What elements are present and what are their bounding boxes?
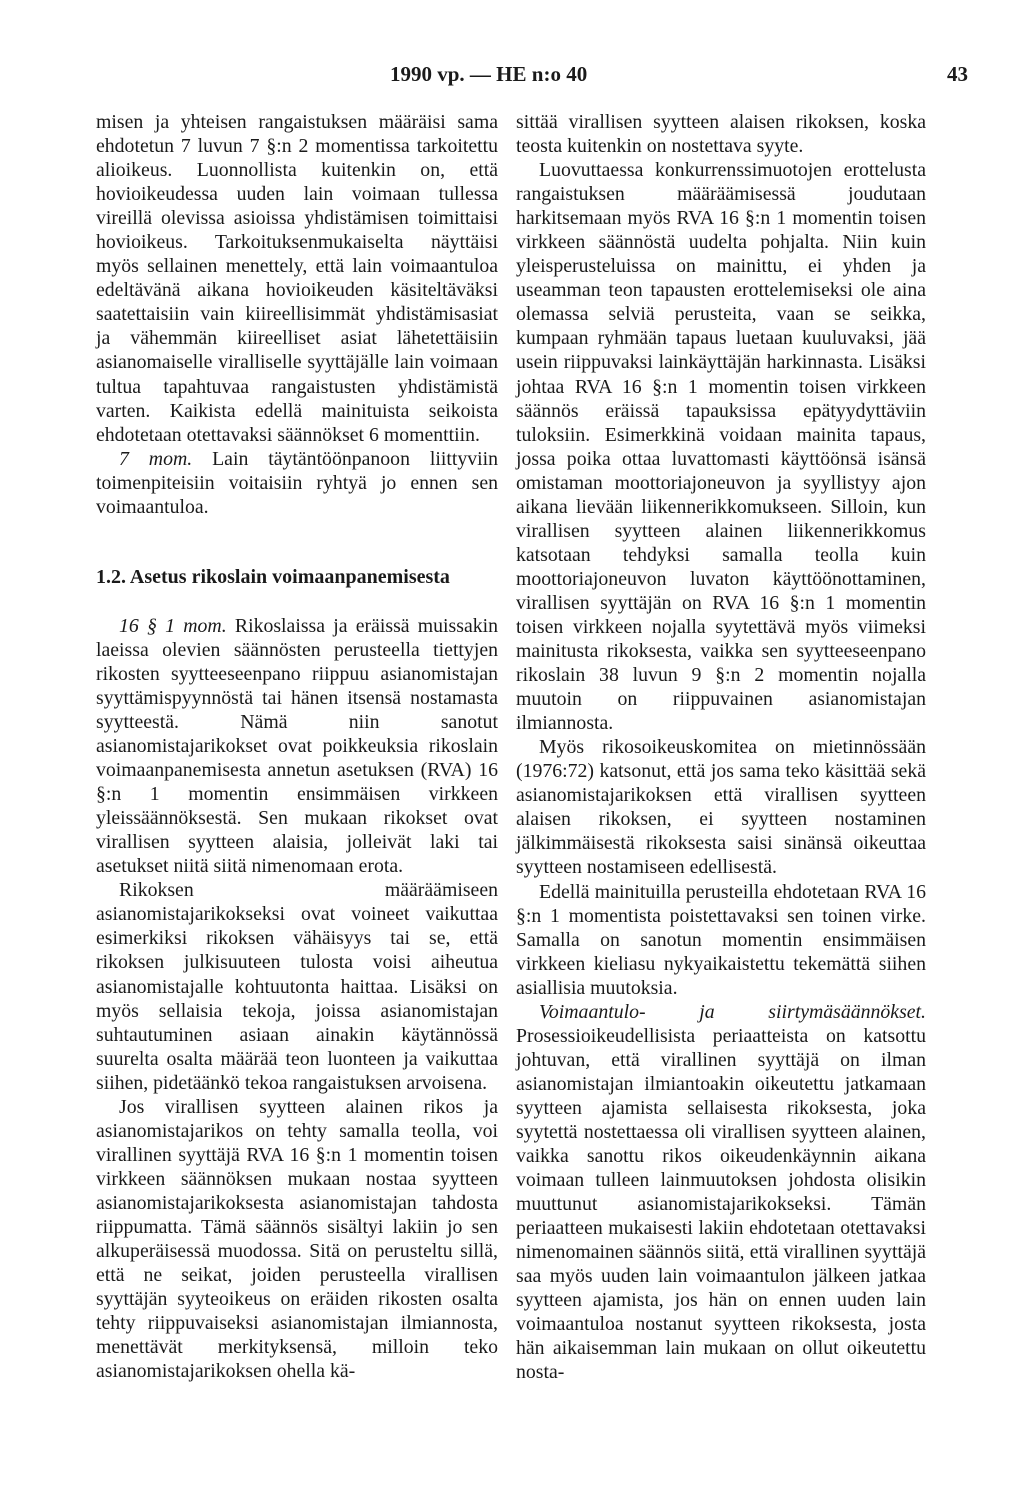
section-heading: 1.2. Asetus rikoslain voimaanpanemisesta	[96, 565, 450, 588]
running-title: 1990 vp. — HE n:o 40	[390, 62, 588, 86]
left-column	[96, 110, 498, 1383]
paragraph: Myös rikosoikeuskomitea on mietinnössään (1976:72) katsonut, että jos sama teko käsittää sekä asianomistajarikoksen että virallisen syytteen alaisen rikoksen, ei syytteen nostaminen jälkimmäisestä rikoksesta saisi sinänsä oikeuttaa syytteen nostamiseen edellisestä.	[516, 736, 926, 879]
right-column	[516, 110, 926, 1384]
paragraph: 16 § 1 mom. Rikoslaissa ja eräissä muissakin laeissa olevien säännösten perusteella tiettyjen rikosten syytteeseenpano riippuu asianomistajan syyttämispyynnöstä tai hänen itsensä nostamasta syytteestä. Nämä niin sanotut asianomistajarikokset ovat poikkeuksia rikoslain voimaanpanemisesta annetun asetuksen (RVA) 16 §:n 1 momentin ensimmäisen virkkeen yleissäännöksestä. Sen mukaan rikokset ovat virallisen syytteen alaisia, jolleivät laki tai asetukset niitä siitä nimenomaan erota.	[96, 614, 498, 878]
paragraph: Voimaantulo- ja siirtymäsäännökset. Prosessioikeudellisista periaatteista on katsottu johtuvan, että virallinen syyttäjä on ilman asianomistajan ilmiantoakin oikeutettu jatkamaan syytteen ajamista sellaisesta rikoksesta, joka syytettä nostettaessa oli virallisen syytteen alainen, vaikka sanottu rikos oikeudenkäynnin aikana voimaan tulleen lainmuutoksen johdosta olisikin muuttunut asianomistajarikokseksi. Tämän periaatteen mukaisesti lakiin ehdotetaan otettavaksi nimenomainen säännös siitä, että virallinen syyttäjä saa myös uuden lain voimaantulon jälkeen jatkaa syytteen ajamista, jos hän on ennen uuden lain voimaantuloa nostanut syytteen rikoksesta, josta hän aikaisemman lain mukaan on ollut oikeutettu nosta-	[516, 1000, 926, 1384]
page-header	[0, 62, 1024, 92]
paragraph: Edellä mainituilla perusteilla ehdotetaan RVA 16 §:n 1 momentista poistettavaksi sen toinen virke. Samalla on sanotun momentin ensimmäisen virkkeen kieliasu nykyaikaistettu tekemättä siihen asiallisia muutoksia.	[516, 880, 926, 999]
section-label: 16 § 1 mom.	[119, 614, 227, 637]
subsection-label: Voimaantulo- ja siirtymäsäännökset.	[539, 1000, 926, 1023]
paragraph: Jos virallisen syytteen alainen rikos ja asianomistajarikos on tehty samalla teolla, voi virallinen syyttäjä RVA 16 §:n 1 momentin toisen virkkeen säännöksen mukaan nostaa syytteen asianomistajarikoksesta asianomistajan tahdosta riippumatta. Tämä säännös sisältyi lakiin jo sen alkuperäisessä muodossa. Sitä on perusteltu sillä, että ne seikat, joiden perusteella virallisen syyttäjän syyteoikeus on eräiden rikosten osalta tehty riippuvaiseksi asianomistajan ilmiannosta, menettävät merkityksensä, milloin teko asianomistajarikoksen ohella kä-	[96, 1095, 498, 1383]
page-number: 43	[947, 62, 968, 86]
paragraph: Luovuttaessa konkurrenssimuotojen erottelusta rangaistuksen määräämisessä joudutaan harkitsemaan myös RVA 16 §:n 1 momentin toisen virkkeen säännöstä uudelta pohjalta. Niin kuin yleisperusteluissa on mainittu, ei yhden ja useamman teon tapausten erottelemiseksi ole aina olemassa selviä perusteita, vaan se seikka, kumpaan ryhmään tapaus luetaan kuuluvaksi, jää usein riippuvaksi lainkäyttäjän harkinnasta. Lisäksi johtaa RVA 16 §:n 1 momentin toisen virkkeen säännös eräissä tapauksissa epätyydyttäviin tuloksiin. Esimerkkinä voidaan mainita tapaus, jossa poika ottaa luvattomasti käyttöönsä isänsä omistaman moottoriajoneuvon ja syyllistyy ajon aikana lievään liikennerikkomukseen. Silloin, kun virallisen syytteen alainen liikennerikkomus katsotaan tehdyksi samalla teolla kuin moottoriajoneuvon luvaton käyttöönottaminen, virallisen syyttäjän on RVA 16 §:n 1 momentin toisen virkkeen nojalla syytettävä myös viimeksi mainitusta rikoksesta, vaikka sen syytteeseenpano rikoslain 38 luvun 9 §:n 2 momentin nojalla muutoin on riippuvainen asianomistajan ilmiannosta.	[516, 159, 926, 735]
moment-label: 7 mom.	[119, 447, 193, 470]
paragraph: sittää virallisen syytteen alaisen rikoksen, koska teosta kuitenkin on nostettava syyte.	[516, 111, 926, 158]
paragraph: 7 mom. Lain täytäntöönpanoon liittyviin toimenpiteisiin voitaisiin ryhtyä jo ennen sen voimaantuloa.	[96, 447, 499, 518]
paragraph: Rikoksen määräämiseen asianomistajarikokseksi ovat voineet vaikuttaa esimerkiksi rikoksen vähäisyys tai se, että rikoksen julkisuuteen tulosta voisi aiheutua asianomistajalle kohtuutonta haittaa. Lisäksi on myös sellaisia tekoja, joissa asianomistajan suhtautuminen asiaan ainakin käytännössä suurelta osalta määrää teon luonteen ja vaikuttaa siihen, pidetäänkö tekoa rangaistuksen arvoisena.	[96, 879, 498, 1094]
paragraph: misen ja yhteisen rangaistuksen määräisi sama ehdotetun 7 luvun 7 §:n 2 momentissa tarkoitettu alioikeus. Luonnollista kuitenkin on, että hovioikeudessa uuden lain voimaan tullessa vireillä olevissa asioissa yhdistämisen toimittaisi hovioikeus. Tarkoituksenmukaiselta näyttäisi myös sellainen menettely, että lain voimaantuloa edeltävänä aikana hovioikeuden käsiteltäväksi saatettaisiin vain kiireellisimmät yhdistämisasiat ja vähemmän kiireelliset asiat lähetettäisiin asianomaiselle viralliselle syyttäjälle lain voimaan tultua tapahtuvaa rangaistusten yhdistämistä varten. Kaikista edellä mainituista seikoista ehdotetaan otettavaksi säännökset 6 momenttiin.	[96, 111, 498, 446]
